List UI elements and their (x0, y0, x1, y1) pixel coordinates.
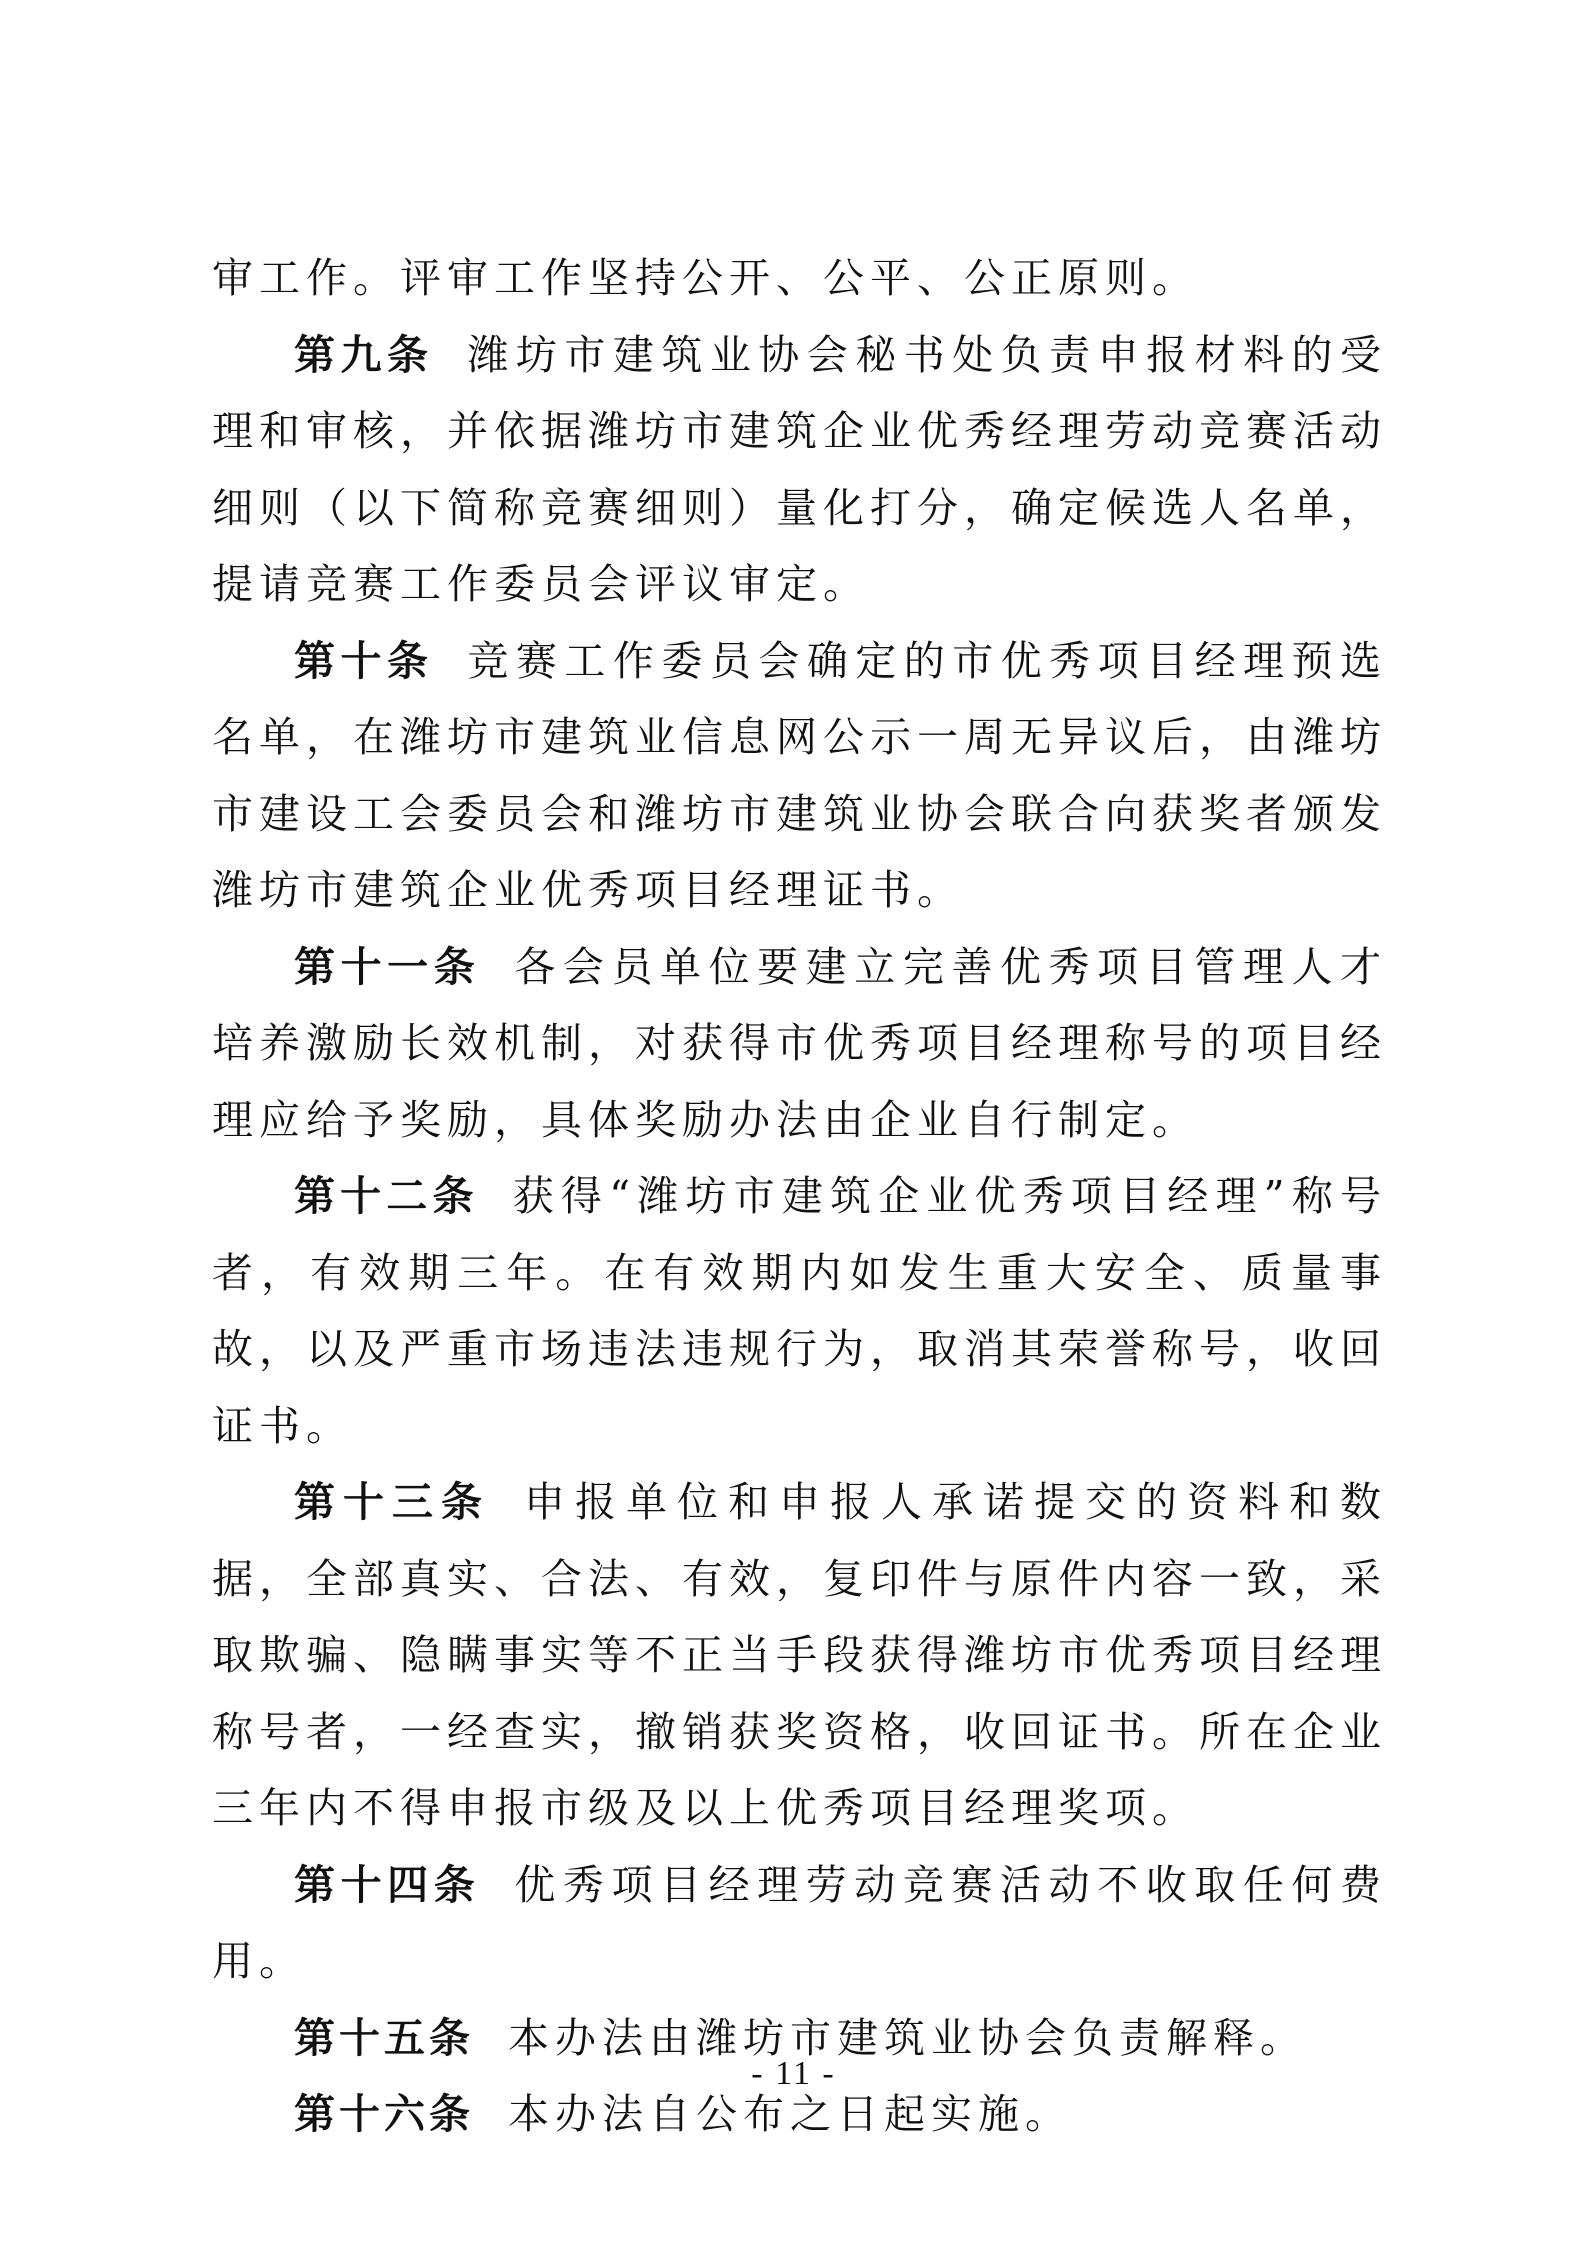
article-title: 第十条 (294, 636, 434, 685)
article-11 (212, 929, 1387, 1159)
page-number: - 11 - (751, 2055, 836, 2092)
article-text: 优秀项目经理劳动竞赛活动不收取任何费用。 (212, 1860, 1388, 1985)
article-title: 第十六条 (294, 2090, 474, 2138)
article-text: 本办法自公布之日起实施。 (508, 2090, 1072, 2138)
article-title: 第九条 (294, 330, 434, 379)
article-text: 各会员单位要建立完善优秀项目管理人才培养激励长效机制，对获得市优秀项目经理称号的项目经理应给予奖励，具体奖励办法由企业自行制定。 (212, 942, 1388, 1144)
article-text: 获得“潍坊市建筑企业优秀项目经理”称号者，有效期三年。在有效期内如发生重大安全、质量事故，以及严重市场违法违规行为，取消其荣誉称号，收回证书。 (212, 1172, 1388, 1450)
article-text: 本办法由潍坊市建筑业协会负责解释。 (508, 2013, 1307, 2062)
paragraph-continuation (212, 240, 1387, 317)
article-title: 第十四条 (294, 1860, 481, 1909)
article-13 (212, 1464, 1387, 1847)
article-title: 第十二条 (294, 1172, 479, 1220)
article-10 (212, 623, 1387, 929)
article-text: 申报单位和申报人承诺提交的资料和数据，全部真实、合法、有效，复印件与原件内容一致，采取欺骗、隐瞒事实等不正当手段获得潍坊市优秀项目经理称号者，一经查实，撤销获奖资格，收回证书。所在企业三年内不得申报市级及以上优秀项目经理奖项。 (212, 1478, 1387, 1832)
article-9 (212, 317, 1387, 623)
article-text: 潍坊市建筑业协会秘书处负责申报材料的受理和审核，并依据潍坊市建筑企业优秀经理劳动竞赛活动细则（以下简称竞赛细则）量化打分，确定候选人名单，提请竞赛工作委员会评议审定。 (212, 330, 1388, 608)
paragraph-text: 审工作。评审工作坚持公开、公平、公正原则。 (212, 254, 1199, 302)
article-title: 第十一条 (294, 942, 481, 991)
article-14 (212, 1847, 1387, 2000)
article-text: 竞赛工作委员会确定的市优秀项目经理预选名单，在潍坊市建筑业信息网公示一周无异议后，由潍坊市建设工会委员会和潍坊市建筑业协会联合向获奖者颁发潍坊市建筑企业优秀项目经理证书。 (212, 636, 1388, 914)
document-body (212, 240, 1387, 2153)
article-title: 第十三条 (294, 1478, 490, 1526)
article-title: 第十五条 (294, 2013, 474, 2062)
article-12 (212, 1158, 1387, 1464)
